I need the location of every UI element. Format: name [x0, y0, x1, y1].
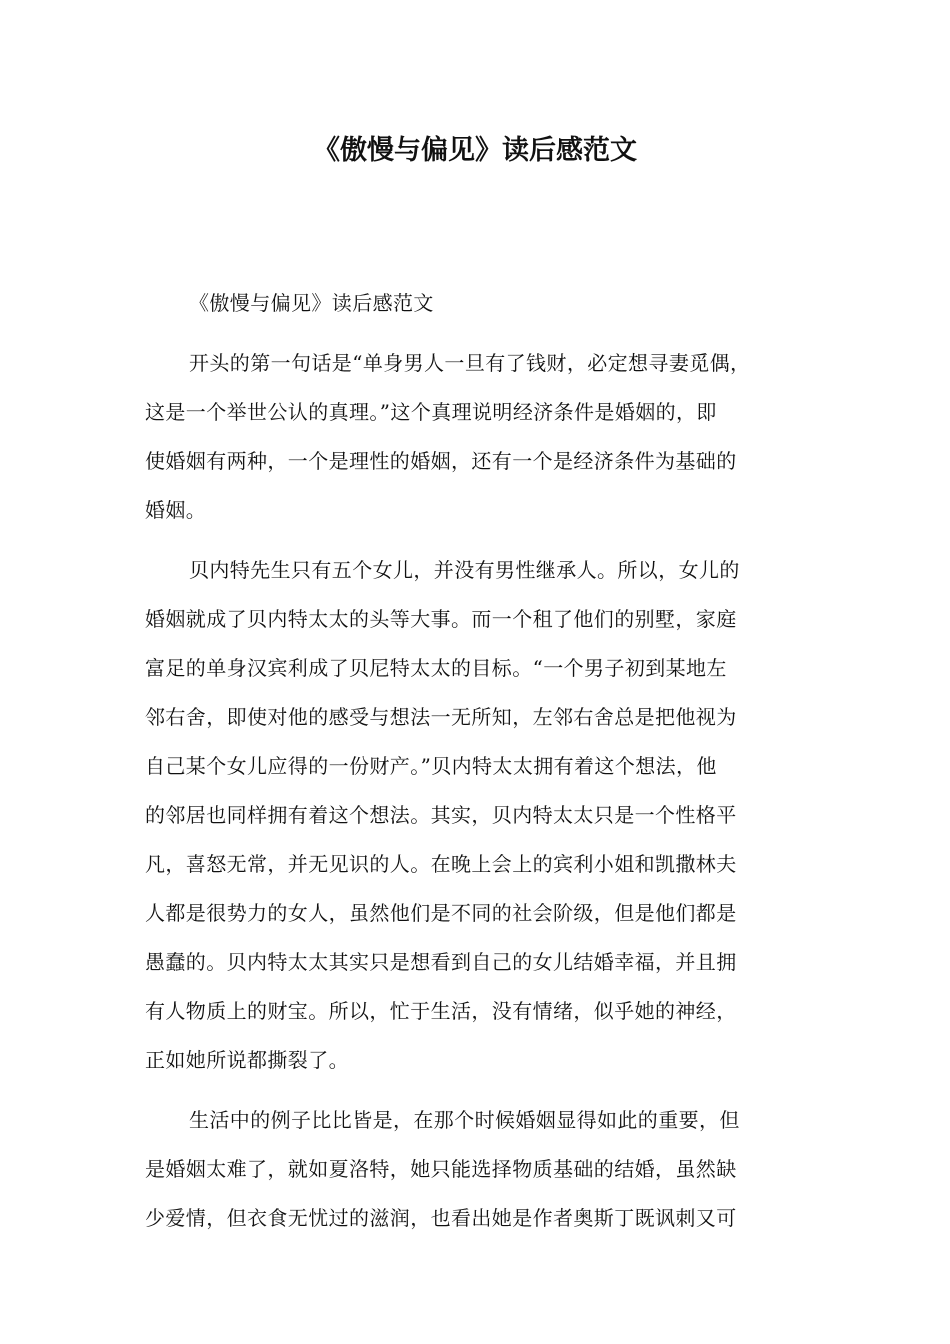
- paragraph-line: 人都是很势力的女人，虽然他们是不同的社会阶级，但是他们都是: [145, 901, 737, 925]
- paragraph-3: [145, 1097, 815, 1244]
- paragraph-2: [145, 547, 815, 1086]
- paragraph-line: 生活中的例子比比皆是，在那个时候婚姻显得如此的重要，但: [189, 1108, 740, 1132]
- paragraph-line: 开头的第一句话是“单身男人一旦有了钱财，必定想寻妻觅偶，: [189, 351, 751, 375]
- paragraph-line: 这是一个举世公认的真理。”这个真理说明经济条件是婚姻的，即: [145, 400, 717, 424]
- paragraph-line: 有人物质上的财宝。所以，忙于生活，没有情绪，似乎她的神经，: [145, 999, 737, 1023]
- spacer: [145, 536, 815, 547]
- spacer: [145, 329, 815, 340]
- document-title: 《傲慢与偏见》读后感范文: [313, 135, 637, 166]
- paragraph-line: 富足的单身汉宾利成了贝尼特太太的目标。“一个男子初到某地左: [145, 656, 727, 680]
- paragraph-line: 凡，喜怒无常，并无见识的人。在晚上会上的宾利小姐和凯撒林夫: [145, 852, 737, 876]
- document-subtitle: 《傲慢与偏见》读后感范文: [189, 291, 434, 315]
- paragraph-line: 少爱情，但衣食无忧过的滋润，也看出她是作者奥斯丁既讽刺又可: [145, 1206, 737, 1230]
- paragraph-line: 正如她所说都撕裂了。: [145, 1048, 349, 1072]
- paragraph-line: 邻右舍，即使对他的感受与想法一无所知，左邻右舍总是把他视为: [145, 705, 737, 729]
- paragraph-line: 贝内特先生只有五个女儿，并没有男性继承人。所以，女儿的: [189, 558, 740, 582]
- paragraph-1: [145, 340, 815, 536]
- paragraph-line: 使婚姻有两种，一个是理性的婚姻，还有一个是经济条件为基础的: [145, 449, 737, 473]
- spacer: [145, 1086, 815, 1097]
- paragraph-line: 婚姻。: [145, 498, 207, 522]
- paragraph-line: 自己某个女儿应得的一份财产。”贝内特太太拥有着这个想法，他: [145, 754, 717, 778]
- document-body: [145, 280, 815, 1244]
- paragraph-line: 愚蠢的。贝内特太太其实只是想看到自己的女儿结婚幸福，并且拥: [145, 950, 737, 974]
- paragraph-line: 婚姻就成了贝内特太太的头等大事。而一个租了他们的别墅，家庭: [145, 607, 737, 631]
- paragraph-line: 是婚姻太难了，就如夏洛特，她只能选择物质基础的结婚，虽然缺: [145, 1157, 737, 1181]
- paragraph-line: 的邻居也同样拥有着这个想法。其实，贝内特太太只是一个性格平: [145, 803, 737, 827]
